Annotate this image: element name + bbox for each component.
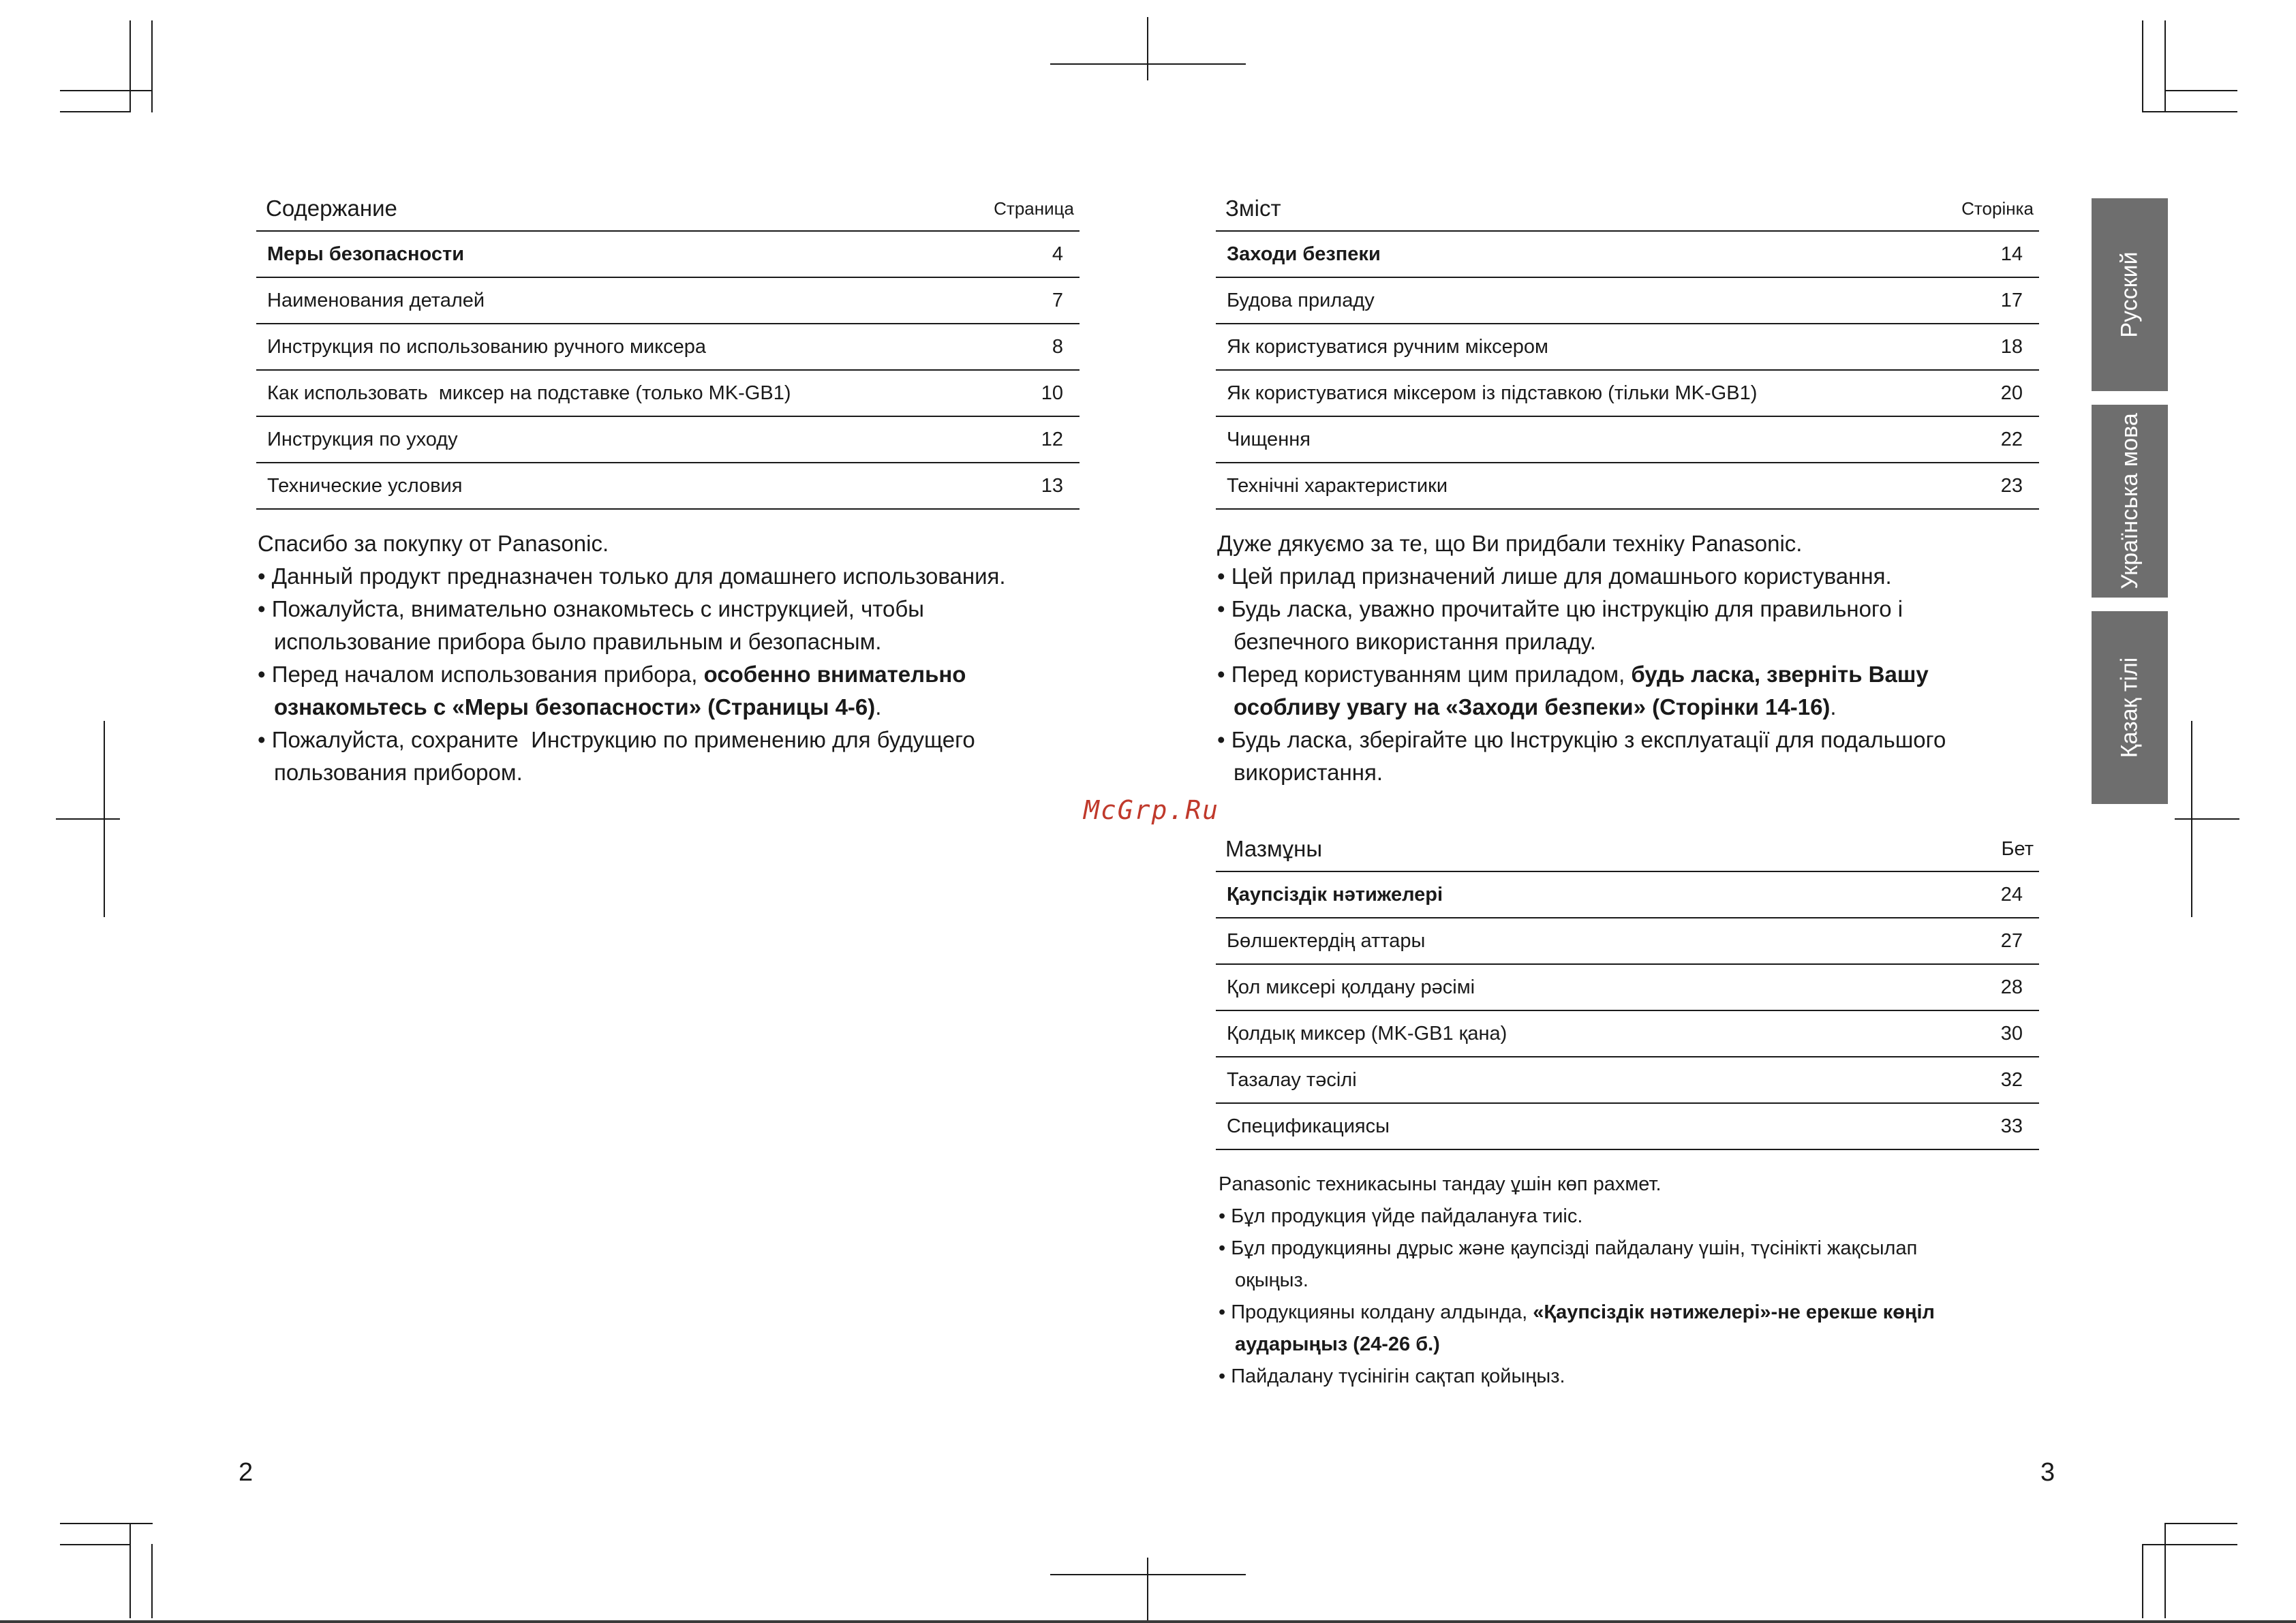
intro-text: • Перед началом использования прибора, bbox=[258, 662, 704, 687]
intro-bullet-cont: безпечного використання приладу. bbox=[1234, 629, 1596, 654]
intro-bullet bbox=[1219, 1297, 2057, 1329]
toc-title: Зміст bbox=[1225, 196, 1281, 221]
intro-emphasis: «Қаупсіздік нәтижелері»-не ерекше көңіл bbox=[1533, 1301, 1935, 1323]
toc-entry-label: Инструкция по уходу bbox=[267, 428, 458, 450]
toc-entry-label: Как использовать миксер на подставке (только MK-GB1) bbox=[267, 382, 791, 404]
toc-row[interactable] bbox=[256, 463, 1080, 510]
toc-row[interactable] bbox=[1216, 278, 2039, 324]
toc-row[interactable] bbox=[256, 324, 1080, 371]
toc-entry-label: Будова приладу bbox=[1227, 289, 1375, 311]
toc-entry-label: Бөлшектердің аттары bbox=[1227, 929, 1426, 952]
toc-entry-label: Спецификациясы bbox=[1227, 1115, 1390, 1137]
toc-entry-label: Чищення bbox=[1227, 428, 1311, 450]
toc-header bbox=[1216, 187, 2039, 232]
toc-row[interactable] bbox=[1216, 1057, 2039, 1104]
toc-entry-page: 17 bbox=[2000, 289, 2023, 311]
toc-kazakh bbox=[1216, 827, 2039, 1150]
intro-bullet-cont: оқыңыз. bbox=[1235, 1269, 1308, 1291]
toc-entry-page: 8 bbox=[1052, 335, 1063, 358]
intro-bullet: • Пожалуйста, внимательно ознакомьтесь с инструкцией, чтобы bbox=[258, 596, 925, 621]
intro-kazakh bbox=[1219, 1169, 2057, 1393]
toc-row[interactable] bbox=[256, 278, 1080, 324]
toc-entry-label: Қол миксері қолдану рәсімі bbox=[1227, 976, 1475, 998]
toc-title: Содержание bbox=[266, 196, 397, 221]
intro-bullet: • Будь ласка, зберігайте цю Інструкцію з експлуатації для подальшого bbox=[1217, 727, 1946, 752]
toc-row[interactable] bbox=[1216, 324, 2039, 371]
intro-text: • Перед користуванням цим приладом, bbox=[1217, 662, 1632, 687]
toc-page-label: Страница bbox=[994, 198, 1074, 219]
toc-entry-label: Технические условия bbox=[267, 474, 463, 497]
intro-bullet: • Пожалуйста, сохраните Инструкцию по применению для будущего bbox=[258, 727, 975, 752]
intro-thanks: Дуже дякуємо за те, що Ви придбали техніку Panasonic. bbox=[1217, 531, 1803, 556]
toc-entry-label: Технічні характеристики bbox=[1227, 474, 1448, 497]
intro-bullet-cont: использование прибора было правильным и безопасным. bbox=[274, 629, 882, 654]
page-number-left: 2 bbox=[239, 1458, 254, 1487]
toc-russian bbox=[256, 187, 1080, 510]
toc-row[interactable] bbox=[1216, 232, 2039, 278]
toc-entry-page: 24 bbox=[2000, 883, 2023, 906]
intro-text: • Продукцияны колдану алдында, bbox=[1219, 1301, 1533, 1323]
toc-entry-label: Қолдық миксер (MK-GB1 қана) bbox=[1227, 1022, 1507, 1045]
intro-bullet: • Будь ласка, уважно прочитайте цю інструкцію для правильного і bbox=[1217, 596, 1903, 621]
toc-row[interactable] bbox=[1216, 463, 2039, 510]
toc-entry-page: 4 bbox=[1052, 243, 1063, 265]
intro-bullet bbox=[258, 658, 1096, 691]
page-number-right: 3 bbox=[2040, 1458, 2055, 1487]
intro-emphasis: ознакомьтесь с «Меры безопасности» (Страницы 4-6) bbox=[274, 694, 876, 720]
intro-text: . bbox=[875, 694, 882, 720]
toc-header bbox=[1216, 827, 2039, 872]
toc-row[interactable] bbox=[256, 371, 1080, 417]
toc-row[interactable] bbox=[256, 417, 1080, 463]
intro-emphasis: будь ласка, зверніть Вашу bbox=[1631, 662, 1929, 687]
toc-entry-label: Як користуватися міксером із підставкою (тільки MK-GB1) bbox=[1227, 382, 1758, 404]
intro-bullet-cont bbox=[1219, 1329, 2057, 1361]
toc-entry-page: 18 bbox=[2000, 335, 2023, 358]
intro-text: . bbox=[1830, 694, 1837, 720]
lang-tab-label: Русский bbox=[2116, 251, 2143, 338]
intro-bullet-cont: пользования прибором. bbox=[274, 760, 523, 785]
intro-bullet bbox=[1217, 658, 2055, 691]
toc-entry-label: Тазалау тәсілі bbox=[1227, 1068, 1357, 1091]
intro-thanks: Спасибо за покупку от Panasonic. bbox=[258, 531, 609, 556]
intro-bullet: • Бұл продукция үйде пайдалануға тиіс. bbox=[1219, 1205, 1583, 1227]
toc-entry-page: 10 bbox=[1041, 382, 1063, 404]
toc-entry-label: Қаупсіздік нәтижелері bbox=[1227, 883, 1443, 906]
lang-tab-label: Українська мова bbox=[2116, 413, 2143, 589]
intro-emphasis: аударыңыз (24-26 б.) bbox=[1235, 1333, 1440, 1355]
toc-entry-page: 23 bbox=[2000, 474, 2023, 497]
lang-tab-ukrainian[interactable] bbox=[2092, 405, 2168, 598]
intro-bullet: • Данный продукт предназначен только для домашнего использования. bbox=[258, 563, 1006, 589]
toc-entry-page: 14 bbox=[2000, 243, 2023, 265]
toc-entry-label: Меры безопасности bbox=[267, 243, 465, 265]
toc-row[interactable] bbox=[1216, 872, 2039, 918]
toc-row[interactable] bbox=[256, 232, 1080, 278]
intro-bullet-cont bbox=[1217, 691, 2055, 724]
lang-tab-kazakh[interactable] bbox=[2092, 611, 2168, 804]
toc-entry-page: 28 bbox=[2000, 976, 2023, 998]
toc-row[interactable] bbox=[1216, 965, 2039, 1011]
lang-tab-label: Қазақ тілі bbox=[2116, 657, 2143, 758]
toc-row[interactable] bbox=[1216, 371, 2039, 417]
toc-page-label: Сторінка bbox=[1961, 198, 2034, 219]
toc-header bbox=[256, 187, 1080, 232]
toc-row[interactable] bbox=[1216, 1011, 2039, 1057]
toc-ukrainian bbox=[1216, 187, 2039, 510]
toc-entry-page: 33 bbox=[2000, 1115, 2023, 1137]
toc-entry-page: 30 bbox=[2000, 1022, 2023, 1045]
toc-entry-label: Наименования деталей bbox=[267, 289, 485, 311]
intro-russian bbox=[258, 527, 1096, 789]
lang-tab-russian[interactable] bbox=[2092, 198, 2168, 391]
intro-bullet-cont bbox=[258, 691, 1096, 724]
intro-thanks: Panasonic техникасыны тандау ұшін көп рахмет. bbox=[1219, 1173, 1662, 1195]
intro-bullet-cont: використання. bbox=[1234, 760, 1383, 785]
bottom-border bbox=[0, 1620, 2296, 1623]
toc-page-label: Бет bbox=[2001, 837, 2034, 860]
toc-entry-page: 22 bbox=[2000, 428, 2023, 450]
toc-entry-page: 13 bbox=[1041, 474, 1063, 497]
toc-entry-label: Як користуватися ручним міксером bbox=[1227, 335, 1548, 358]
intro-emphasis: особливу увагу на «Заходи безпеки» (Сторінки 14-16) bbox=[1234, 694, 1831, 720]
intro-bullet: • Пайдалану түсінігін сақтап қойыңыз. bbox=[1219, 1365, 1565, 1387]
intro-bullet: • Бұл продукцияны дұрыс және қаупсізді пайдалану үшін, түсінікті жақсылап bbox=[1219, 1237, 1918, 1259]
toc-title: Мазмұны bbox=[1225, 836, 1323, 861]
toc-entry-label: Инструкция по использованию ручного миксера bbox=[267, 335, 707, 358]
toc-entry-page: 12 bbox=[1041, 428, 1063, 450]
toc-entry-page: 27 bbox=[2000, 929, 2023, 952]
intro-ukrainian bbox=[1217, 527, 2055, 789]
toc-row[interactable] bbox=[1216, 1104, 2039, 1150]
intro-emphasis: особенно внимательно bbox=[703, 662, 966, 687]
toc-entry-page: 32 bbox=[2000, 1068, 2023, 1091]
intro-bullet: • Цей прилад призначений лише для домашнього користування. bbox=[1217, 563, 1892, 589]
watermark: McGrp.Ru bbox=[1084, 795, 1220, 825]
toc-row[interactable] bbox=[1216, 417, 2039, 463]
toc-entry-page: 7 bbox=[1052, 289, 1063, 311]
toc-entry-label: Заходи безпеки bbox=[1227, 243, 1381, 265]
toc-row[interactable] bbox=[1216, 918, 2039, 965]
toc-entry-page: 20 bbox=[2000, 382, 2023, 404]
